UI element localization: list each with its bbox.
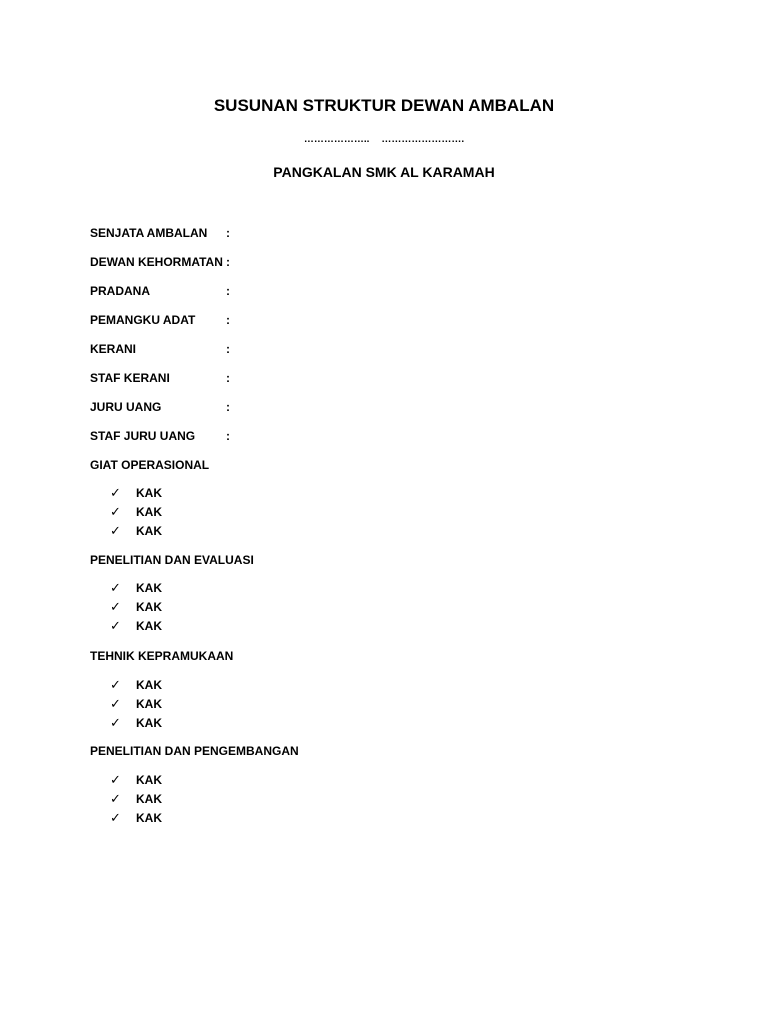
dots-right: ……………………. xyxy=(381,134,465,145)
check-icon: ✓ xyxy=(110,485,121,500)
dots-left: ……………….. xyxy=(303,134,370,145)
field-colon: : xyxy=(226,313,230,327)
check-icon: ✓ xyxy=(110,599,121,614)
field-colon: : xyxy=(226,255,230,269)
check-icon: ✓ xyxy=(110,580,121,595)
check-icon: ✓ xyxy=(110,677,121,692)
field-colon: : xyxy=(226,284,230,298)
check-icon: ✓ xyxy=(110,504,121,519)
list-item: ✓ KAK xyxy=(110,523,162,538)
field-colon: : xyxy=(226,371,230,385)
field-pradana xyxy=(90,283,230,299)
list-item: ✓ KAK xyxy=(110,696,162,711)
check-icon: ✓ xyxy=(110,696,121,711)
dotted-placeholder-line xyxy=(0,134,768,146)
field-label: PEMANGKU ADAT xyxy=(90,313,196,327)
check-icon: ✓ xyxy=(110,618,121,633)
field-colon: : xyxy=(226,342,230,356)
list-item: ✓ KAK xyxy=(110,791,162,806)
field-staf-kerani xyxy=(90,370,230,386)
field-colon: : xyxy=(226,226,230,240)
field-label: JURU UANG xyxy=(90,400,162,414)
list-item: ✓ KAK xyxy=(110,504,162,519)
field-colon: : xyxy=(226,429,230,443)
check-icon: ✓ xyxy=(110,791,121,806)
list-item: ✓ KAK xyxy=(110,772,162,787)
section-title-tehnik-kepramukaan: TEHNIK KEPRAMUKAAN xyxy=(90,649,234,663)
field-label: KERANI xyxy=(90,342,137,356)
page-subtitle: PANGKALAN SMK AL KARAMAH xyxy=(273,164,495,180)
checklist-penelitian-evaluasi xyxy=(110,580,162,637)
list-item: ✓ KAK xyxy=(110,485,162,500)
check-icon: ✓ xyxy=(110,810,121,825)
list-item: ✓ KAK xyxy=(110,580,162,595)
checklist-penelitian-pengembangan xyxy=(110,772,162,829)
page-title: SUSUNAN STRUKTUR DEWAN AMBALAN xyxy=(213,96,555,115)
field-pemangku-adat xyxy=(90,312,230,328)
section-title-penelitian-pengembangan: PENELITIAN DAN PENGEMBANGAN xyxy=(90,744,299,758)
field-colon: : xyxy=(226,400,230,414)
list-item: ✓ KAK xyxy=(110,618,162,633)
field-label: DEWAN KEHORMATAN xyxy=(90,255,223,269)
list-item: ✓ KAK xyxy=(110,810,162,825)
section-title-penelitian-evaluasi: PENELITIAN DAN EVALUASI xyxy=(90,553,254,567)
checklist-giat-operasional xyxy=(110,485,162,542)
list-item: ✓ KAK xyxy=(110,677,162,692)
check-icon: ✓ xyxy=(110,772,121,787)
check-icon: ✓ xyxy=(110,523,121,538)
checklist-tehnik-kepramukaan xyxy=(110,677,162,734)
field-label: PRADANA xyxy=(90,284,150,298)
list-item: ✓ KAK xyxy=(110,599,162,614)
check-icon: ✓ xyxy=(110,715,121,730)
field-label: STAF KERANI xyxy=(90,371,170,385)
field-juru-uang xyxy=(90,399,230,415)
field-label: STAF JURU UANG xyxy=(90,429,196,443)
section-title-giat-operasional: GIAT OPERASIONAL xyxy=(90,458,210,472)
field-staf-juru-uang xyxy=(90,428,230,444)
field-dewan-kehormatan xyxy=(90,254,230,270)
field-label: SENJATA AMBALAN xyxy=(90,226,208,240)
list-item: ✓ KAK xyxy=(110,715,162,730)
field-kerani xyxy=(90,341,230,357)
field-senjata-ambalan xyxy=(90,225,230,241)
